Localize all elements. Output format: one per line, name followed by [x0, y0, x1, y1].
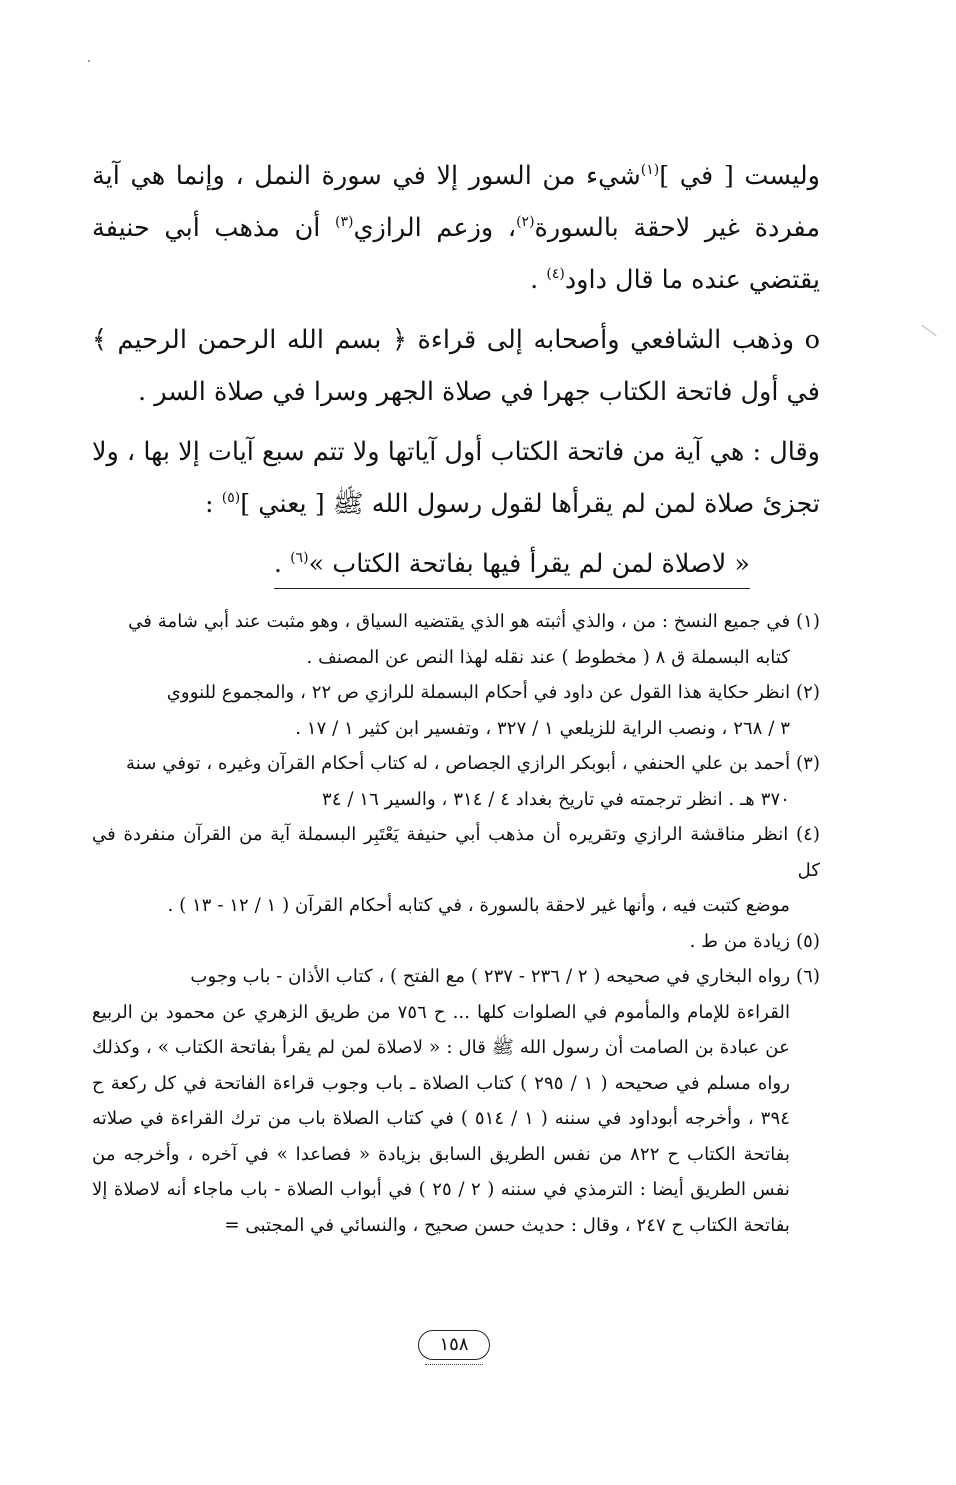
text-segment: ، وزعم الرازي	[353, 213, 517, 243]
footnote-text: في جميع النسخ : من ، والذي أثبته هو الذي يقتضيه السياق ، وهو مثبت عند أبي شامة في	[128, 611, 791, 632]
footnotes	[92, 604, 820, 1243]
text-segment: شيء من السور إلا في سورة النمل ، وإنما هي آية مفردة غير لاحقة بالسورة	[92, 161, 820, 243]
footnote-continuation: كتابه البسملة ق ٨ ( مخطوط ) عند نقله لهذا النص عن المصنف .	[306, 646, 790, 668]
page-content	[92, 150, 820, 1243]
footnote-1	[92, 604, 820, 675]
footnote-4	[92, 817, 820, 924]
footnote-ref[interactable]: (٦)	[290, 550, 309, 566]
footnote-ref[interactable]: (٢)	[516, 214, 535, 230]
text-segment: :	[205, 489, 222, 519]
footnote-2	[92, 675, 820, 746]
footnote-ref[interactable]: (١)	[640, 162, 660, 178]
footnote-continuation: ٣٧٠ هـ . انظر ترجمته في تاريخ بغداد ٤ / ٣١٤ ، والسير ١٦ / ٣٤	[322, 788, 790, 810]
footnote-ref[interactable]: (٥)	[221, 490, 241, 506]
footnote-text: أحمد بن علي الحنفي ، أبوبكر الرازي الجصاص ، له كتاب أحكام القرآن وغيره ، توفي سنة	[126, 753, 791, 774]
footnote-text: انظر مناقشة الرازي وتقريره أن مذهب أبي حنيفة يَعْتَبِر البسملة آية من القرآن منفردة في كل	[92, 824, 820, 881]
hadith-quote	[92, 538, 820, 590]
footnote-number: (٦)	[796, 966, 820, 987]
footnote-number: (٣)	[796, 753, 820, 774]
footnote-text: رواه البخاري في صحيحه ( ٢ / ٢٣٦ - ٢٣٧ ) مع الفتح ) ، كتاب الأذان - باب وجوب	[190, 966, 791, 987]
footnote-number: (٥)	[796, 930, 820, 952]
paragraph-1	[92, 150, 820, 306]
text-segment: « لاصلاة لمن لم يقرأ فيها بفاتحة الكتاب »	[308, 549, 750, 579]
footnote-number: (١)	[796, 611, 820, 632]
footnote-5	[92, 924, 820, 960]
footnote-continuation: ٣ / ٢٦٨ ، ونصب الراية للزيلعي ١ / ٣٢٧ ، وتفسير ابن كثير ١ / ١٧ .	[295, 717, 790, 739]
scan-speck	[88, 60, 90, 62]
footnote-6	[92, 959, 820, 1243]
page-number: ١٥٨	[418, 1330, 490, 1360]
paragraph-2: ο وذهب الشافعي وأصحابه إلى قراءة ﴿ بسم الله الرحمن الرحيم ﴾ في أول فاتحة الكتاب جهرا في صلاة الجهر وسرا في صلاة السر .	[92, 325, 820, 407]
text-segment: .	[273, 549, 291, 579]
footnote-continuation: موضع كتبت فيه ، وأنها غير لاحقة بالسورة ، في كتابه أحكام القرآن ( ١ / ١٢ - ١٣ ) .	[167, 895, 790, 916]
text-segment: أن مذهب أبي حنيفة يقتضي عنده ما قال داود	[92, 213, 820, 295]
footnote-text: زيادة من ط .	[689, 930, 791, 952]
scan-scratch	[921, 325, 936, 336]
text-segment: .	[530, 265, 547, 295]
footnote-number: (٤)	[796, 824, 820, 845]
paragraph-3	[92, 426, 820, 530]
main-text	[92, 150, 820, 590]
footnote-ref[interactable]: (٤)	[546, 266, 565, 282]
footnote-continuation: القراءة للإمام والمأموم في الصلوات كلها ... ح ٧٥٦ من طريق الزهري عن محمود بن الربيع عن عبادة بن الصامت أن رسول الله ﷺ قال : « لاصلاة لمن لم يقرأ بفاتحة الكتاب » ، وكذلك رواه مسلم في صحيحه ( ١ / ٢٩٥ ) كتاب الصلاة ـ باب وجوب قراءة الفاتحة في كل ركعة ح ٣٩٤ ، وأخرجه أبوداود في سننه ( ١ / ٥١٤ ) في كتاب الصلاة باب من ترك القراءة في صلاته بفاتحة الكتاب ح ٨٢٢ من نفس الطريق السابق بزيادة « فصاعدا » في آخره ، وأخرجه من نفس الطريق أيضا : الترمذي في سننه ( ٢ / ٢٥ ) في أبواب الصلاة - باب ماجاء أنه لاصلاة إلا بفاتحة الكتاب ح ٢٤٧ ، وقال : حديث حسن صحيح ، والنسائي في المجتبى =	[92, 1001, 790, 1236]
text-segment: وليست [ في ]	[659, 161, 820, 191]
quote-underlined	[274, 542, 750, 589]
footnote-3	[92, 746, 820, 817]
text-segment: وقال : هي آية من فاتحة الكتاب أول آياتها ولا تتم سبع آيات إلا بها ، ولا تجزئ صلاة لمن لم يقرأها لقول رسول الله ﷺ [ يعني ]	[92, 437, 820, 519]
footnote-number: (٢)	[796, 682, 820, 703]
footnote-ref[interactable]: (٣)	[335, 214, 354, 230]
footnote-text: انظر حكاية هذا القول عن داود في أحكام البسملة للرازي ص ٢٢ ، والمجموع للنووي	[166, 682, 791, 703]
